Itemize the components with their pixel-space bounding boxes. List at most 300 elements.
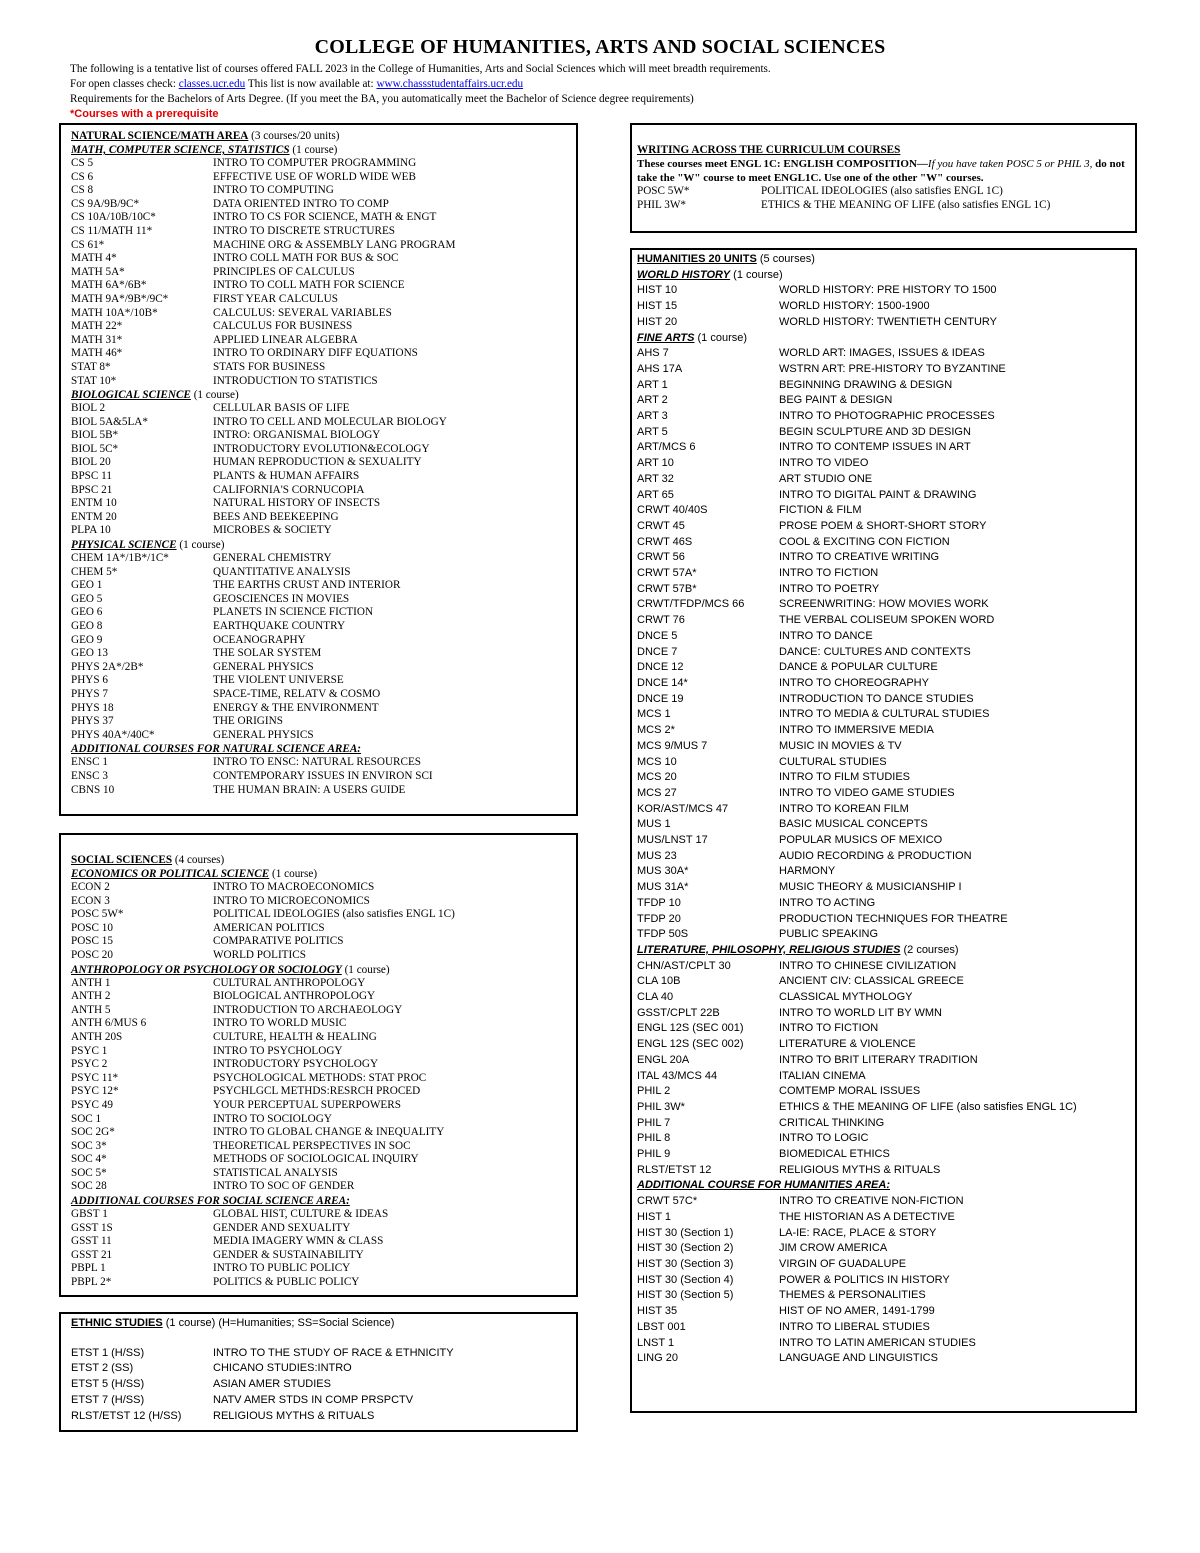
course-row	[637, 613, 1130, 629]
course-row	[71, 320, 566, 334]
subsection-heading	[71, 963, 566, 977]
course-row	[637, 1037, 1130, 1053]
course-code: MATH 6A*/6B*	[71, 279, 147, 292]
subsection-title: BIOLOGICAL SCIENCE	[71, 389, 191, 402]
course-row	[71, 347, 566, 361]
course-title: GENDER & SUSTAINABILITY	[213, 1248, 364, 1261]
subsection-note: (1 course)	[176, 539, 225, 552]
course-code: SOC 2G*	[71, 1126, 115, 1139]
course-row	[71, 990, 566, 1004]
course-title: LITERATURE & VIOLENCE	[779, 1038, 916, 1051]
course-title: QUANTITATIVE ANALYSIS	[213, 565, 351, 578]
course-row	[637, 1257, 1130, 1273]
course-title: INTRO TO CONTEMP ISSUES IN ART	[779, 441, 971, 454]
chass-link[interactable]: www.chassstudentaffairs.ucr.edu	[376, 78, 524, 90]
course-title: THEORETICAL PERSPECTIVES IN SOC	[213, 1139, 411, 1152]
course-row	[71, 1153, 566, 1167]
course-code: RLST/ETST 12	[637, 1163, 712, 1176]
course-title: WORLD HISTORY: 1500-1900	[779, 300, 930, 313]
course-code: CLA 40	[637, 991, 674, 1004]
heading-note: (1 course) (H=Humanities; SS=Social Science)	[162, 1317, 395, 1329]
course-row	[71, 1072, 566, 1086]
course-title: INTRO TO SOCIOLOGY	[213, 1112, 332, 1125]
course-title: CLASSICAL MYTHOLOGY	[779, 991, 913, 1004]
course-code: KOR/AST/MCS 47	[637, 802, 729, 815]
course-title: INTRO TO PUBLIC POLICY	[213, 1262, 351, 1275]
course-row	[71, 688, 566, 702]
course-row	[71, 375, 566, 389]
intro-line-2	[70, 77, 771, 92]
course-row	[637, 833, 1130, 849]
course-row	[637, 896, 1130, 912]
course-code: PHIL 3W*	[637, 198, 686, 211]
course-title: INTRO TO CHOREOGRAPHY	[779, 676, 929, 689]
course-code: PHYS 6	[71, 674, 108, 687]
course-title: DATA ORIENTED INTRO TO COMP	[213, 197, 389, 210]
course-title: GENERAL PHYSICS	[213, 728, 314, 741]
course-row	[637, 582, 1130, 598]
course-row	[71, 620, 566, 634]
course-code: PHIL 3W*	[637, 1100, 685, 1113]
subsection-title: FINE ARTS	[637, 331, 695, 344]
course-row	[637, 440, 1130, 456]
course-row	[71, 702, 566, 716]
course-code: PHYS 7	[71, 687, 108, 700]
course-code: ART/MCS 6	[637, 441, 696, 454]
course-title: BEG PAINT & DESIGN	[779, 394, 893, 407]
course-row	[71, 1235, 566, 1249]
course-code: CS 5	[71, 157, 94, 169]
course-code: CLA 10B	[637, 975, 681, 988]
course-code: PHIL 7	[637, 1116, 671, 1129]
course-row	[71, 1031, 566, 1045]
course-row	[71, 157, 566, 171]
social-groups	[71, 867, 566, 1290]
course-row	[637, 199, 1130, 213]
course-code: ECON 2	[71, 881, 110, 893]
course-code: CS 9A/9B/9C*	[71, 197, 140, 210]
course-code: MATH 31*	[71, 333, 123, 346]
course-title: INTRO TO WORLD LIT BY WMN	[779, 1006, 942, 1019]
course-title: INTRO TO VIDEO GAME STUDIES	[779, 786, 955, 799]
course-title: PSYCHLGCL METHDS:RESRCH PROCED	[213, 1085, 421, 1098]
course-row	[71, 1393, 566, 1409]
course-title: INTRO TO ACTING	[779, 896, 876, 909]
course-row	[637, 1116, 1130, 1132]
course-title: INTRO TO PHOTOGRAPHIC PROCESSES	[779, 410, 995, 423]
course-code: MUS 30A*	[637, 865, 689, 878]
course-code: AHS 7	[637, 347, 669, 360]
course-row	[71, 1208, 566, 1222]
course-title: NATV AMER STDS IN COMP PRSPCTV	[213, 1393, 414, 1406]
course-row	[637, 1194, 1130, 1210]
subsection-heading	[71, 538, 566, 552]
course-row	[71, 252, 566, 266]
course-row	[71, 1004, 566, 1018]
course-code: ETST 1 (H/SS)	[71, 1346, 145, 1359]
heading-text: SOCIAL SCIENCES	[71, 854, 173, 866]
course-code: HIST 30 (Section 5)	[637, 1289, 734, 1302]
course-code: LING 20	[637, 1352, 678, 1365]
heading-note: (3 courses/20 units)	[248, 130, 340, 142]
course-title: JIM CROW AMERICA	[779, 1242, 888, 1255]
course-title: THE VIOLENT UNIVERSE	[213, 674, 344, 687]
subsection-note: (1 course)	[289, 144, 338, 156]
course-row	[71, 416, 566, 430]
course-code: ART 2	[637, 394, 668, 407]
course-code: PHYS 37	[71, 715, 114, 728]
course-row	[71, 784, 566, 798]
course-title: INTRO COLL MATH FOR BUS & SOC	[213, 252, 399, 265]
course-row	[637, 1304, 1130, 1320]
subsection-heading	[71, 742, 566, 756]
course-row	[71, 1045, 566, 1059]
course-code: GSST 1S	[71, 1221, 113, 1234]
course-code: MATH 5A*	[71, 265, 125, 278]
course-code: ENSC 3	[71, 769, 108, 782]
course-row	[637, 535, 1130, 551]
prereq-note: *Courses with a prerequisite	[70, 108, 219, 120]
course-code: PSYC 11*	[71, 1071, 119, 1084]
course-title: GENERAL CHEMISTRY	[213, 552, 332, 565]
course-row	[637, 1241, 1130, 1257]
course-code: ANTH 5	[71, 1003, 111, 1016]
course-row	[637, 849, 1130, 865]
course-code: SOC 1	[71, 1112, 102, 1125]
course-row	[71, 225, 566, 239]
course-code: MUS/LNST 17	[637, 834, 708, 847]
course-row	[71, 566, 566, 580]
course-code: DNCE 5	[637, 629, 678, 642]
course-code: CS 61*	[71, 238, 105, 251]
course-row	[71, 307, 566, 321]
course-code: GEO 8	[71, 620, 103, 632]
course-row	[637, 817, 1130, 833]
course-title: BASIC MUSICAL CONCEPTS	[779, 818, 928, 831]
course-row	[71, 1249, 566, 1263]
course-title: THE EARTHS CRUST AND INTERIOR	[213, 579, 401, 592]
course-title: DANCE & POPULAR CULTURE	[779, 661, 938, 674]
subsection-heading	[71, 1194, 566, 1208]
course-row	[71, 484, 566, 498]
course-code: MCS 27	[637, 786, 677, 799]
course-row	[637, 283, 1130, 299]
course-row	[71, 456, 566, 470]
subsection-heading	[71, 388, 566, 402]
course-title: STATISTICAL ANALYSIS	[213, 1166, 338, 1179]
course-title: INTRO TO ENSC: NATURAL RESOURCES	[213, 756, 422, 769]
course-row	[637, 456, 1130, 472]
course-code: PBPL 2*	[71, 1276, 112, 1289]
course-title: INTRO TO POETRY	[779, 582, 880, 595]
course-code: ANTH 1	[71, 976, 111, 989]
course-row	[71, 402, 566, 416]
spacer	[71, 1332, 566, 1346]
course-row	[71, 949, 566, 963]
course-title: ETHICS & THE MEANING OF LIFE (also satisfies ENGL 1C)	[761, 198, 1051, 211]
course-row	[71, 1222, 566, 1236]
course-code: CRWT/TFDP/MCS 66	[637, 598, 745, 611]
heading-note: (5 courses)	[756, 253, 815, 265]
course-title: INTRODUCTION TO DANCE STUDIES	[779, 692, 974, 705]
course-row	[637, 802, 1130, 818]
course-code: MCS 10	[637, 755, 677, 768]
heading-text: ETHNIC STUDIES	[71, 1317, 163, 1329]
writing-note-bold: These courses meet ENGL 1C: ENGLISH COMPOSITION—	[637, 158, 928, 170]
course-row	[71, 647, 566, 661]
course-code: ECON 3	[71, 894, 110, 907]
course-code: CS 8	[71, 184, 94, 197]
course-title: INTRO TO MEDIA & CULTURAL STUDIES	[779, 708, 990, 721]
course-row	[71, 279, 566, 293]
course-row	[637, 1210, 1130, 1226]
course-code: ENSC 1	[71, 756, 108, 769]
course-code: CS 11/MATH 11*	[71, 224, 153, 237]
course-code: ART 10	[637, 457, 674, 470]
course-title: POLITICAL IDEOLOGIES (also satisfies ENGL 1C)	[213, 908, 455, 921]
course-row	[637, 786, 1130, 802]
course-code: LBST 001	[637, 1320, 686, 1333]
course-row	[71, 211, 566, 225]
course-row	[637, 927, 1130, 943]
course-title: INTRODUCTORY PSYCHOLOGY	[213, 1058, 379, 1071]
course-title: SPACE-TIME, RELATV & COSMO	[213, 687, 381, 700]
course-row	[71, 1140, 566, 1154]
course-title: ART STUDIO ONE	[779, 472, 873, 485]
natural-science-box	[59, 123, 578, 816]
course-code: POSC 20	[71, 948, 113, 961]
course-row	[71, 1262, 566, 1276]
course-row	[637, 1069, 1130, 1085]
course-row	[637, 707, 1130, 723]
course-code: PLPA 10	[71, 524, 111, 537]
course-row	[71, 606, 566, 620]
course-code: ENGL 12S (SEC 001)	[637, 1022, 744, 1035]
course-title: AUDIO RECORDING & PRODUCTION	[779, 849, 972, 862]
subsection-heading	[71, 143, 566, 157]
course-row	[637, 645, 1130, 661]
course-row	[637, 755, 1130, 771]
course-row	[71, 756, 566, 770]
classes-link[interactable]: classes.ucr.edu	[178, 78, 246, 90]
course-code: ART 3	[637, 410, 668, 423]
course-title: THE SOLAR SYSTEM	[213, 647, 322, 660]
course-row	[71, 593, 566, 607]
subsection-note: (1 course)	[341, 963, 390, 976]
course-code: HIST 30 (Section 4)	[637, 1273, 734, 1286]
course-row	[637, 472, 1130, 488]
course-row	[71, 1126, 566, 1140]
course-row	[71, 1167, 566, 1181]
subsection-heading	[637, 1178, 1130, 1194]
course-row	[637, 1273, 1130, 1289]
course-code: MCS 9/MUS 7	[637, 739, 708, 752]
course-row	[71, 895, 566, 909]
course-row	[71, 443, 566, 457]
course-code: GEO 6	[71, 606, 103, 619]
course-row	[71, 1409, 566, 1425]
course-title: EARTHQUAKE COUNTRY	[213, 620, 346, 632]
course-code: CRWT 56	[637, 551, 685, 564]
course-code: GEO 5	[71, 592, 103, 605]
page-title: COLLEGE OF HUMANITIES, ARTS AND SOCIAL SCIENCES	[314, 36, 886, 58]
course-title: RELIGIOUS MYTHS & RITUALS	[213, 1409, 375, 1422]
course-row	[637, 1131, 1130, 1147]
course-code: BPSC 21	[71, 483, 113, 496]
course-code: BIOL 5B*	[71, 429, 119, 442]
course-code: MATH 9A*/9B*/9C*	[71, 292, 169, 305]
course-code: ENGL 20A	[637, 1053, 690, 1066]
course-title: POWER & POLITICS IN HISTORY	[779, 1273, 950, 1286]
course-code: CHEM 1A*/1B*/1C*	[71, 552, 169, 565]
course-title: BEGIN SCULPTURE AND 3D DESIGN	[779, 425, 971, 438]
course-code: TFDP 10	[637, 896, 681, 909]
course-code: ENTM 20	[71, 510, 117, 523]
course-code: SOC 5*	[71, 1166, 107, 1179]
course-code: BIOL 20	[71, 456, 111, 469]
course-code: HIST 20	[637, 315, 678, 328]
course-code: ANTH 20S	[71, 1030, 123, 1043]
course-title: LA-IE: RACE, PLACE & STORY	[779, 1226, 937, 1239]
course-code: HIST 10	[637, 284, 678, 297]
course-row	[71, 361, 566, 375]
course-title: PRINCIPLES OF CALCULUS	[213, 265, 355, 278]
course-row	[637, 723, 1130, 739]
course-row	[71, 729, 566, 743]
course-row	[71, 1017, 566, 1031]
course-title: INTRO TO LIBERAL STUDIES	[779, 1320, 930, 1333]
course-row	[71, 497, 566, 511]
course-code: MATH 10A*/10B*	[71, 306, 158, 319]
course-row	[71, 1180, 566, 1194]
course-row	[637, 1021, 1130, 1037]
course-row	[637, 880, 1130, 896]
course-row	[71, 977, 566, 991]
course-code: PSYC 2	[71, 1058, 108, 1071]
writing-note-tail: do not take the "W" course to meet ENGL1C. Use one of the other "W" courses.	[637, 158, 1125, 184]
course-code: ART 65	[637, 488, 674, 501]
course-code: CHEM 5*	[71, 565, 118, 578]
course-row	[71, 661, 566, 675]
course-code: HIST 30 (Section 2)	[637, 1242, 734, 1255]
course-row	[637, 1163, 1130, 1179]
humanities-heading	[637, 252, 1130, 268]
subsection-note: (1 course)	[694, 331, 748, 344]
course-title: BEGINNING DRAWING & DESIGN	[779, 378, 953, 391]
subsection-title: LITERATURE, PHILOSOPHY, RELIGIOUS STUDIES	[637, 943, 901, 956]
course-title: GLOBAL HIST, CULTURE & IDEAS	[213, 1208, 389, 1221]
course-title: FIRST YEAR CALCULUS	[213, 292, 338, 305]
course-code: CRWT 57B*	[637, 582, 697, 595]
course-row	[637, 1288, 1130, 1304]
course-row	[637, 990, 1130, 1006]
subsection-title: ADDITIONAL COURSES FOR SOCIAL SCIENCE AREA:	[71, 1195, 350, 1208]
heading-text: NATURAL SCIENCE/MATH AREA	[71, 130, 249, 142]
course-row	[637, 676, 1130, 692]
course-row	[637, 488, 1130, 504]
course-title: PLANTS & HUMAN AFFAIRS	[213, 470, 360, 483]
subsection-note: (1 course)	[730, 268, 783, 281]
course-title: DANCE: CULTURES AND CONTEXTS	[779, 645, 971, 658]
course-title: MICROBES & SOCIETY	[213, 524, 332, 537]
course-title: PSYCHOLOGICAL METHODS: STAT PROC	[213, 1071, 427, 1084]
course-title: YOUR PERCEPTUAL SUPERPOWERS	[213, 1098, 401, 1111]
course-code: ART 32	[637, 472, 674, 485]
course-code: HIST 35	[637, 1305, 678, 1318]
course-title: INTRODUCTION TO ARCHAEOLOGY	[213, 1003, 403, 1016]
course-row	[71, 334, 566, 348]
course-title: WSTRN ART: PRE-HISTORY TO BYZANTINE	[779, 362, 1006, 375]
subsection-heading	[637, 268, 1130, 284]
course-title: CULTURE, HEALTH & HEALING	[213, 1030, 377, 1043]
course-code: CRWT 57A*	[637, 567, 697, 580]
course-row	[71, 266, 566, 280]
course-title: CELLULAR BASIS OF LIFE	[213, 402, 350, 415]
humanities-box	[630, 248, 1137, 1413]
subsection-title: ECONOMICS OR POLITICAL SCIENCE	[71, 868, 270, 880]
course-row	[637, 1351, 1130, 1367]
course-code: MATH 46*	[71, 347, 123, 360]
course-code: GEO 9	[71, 633, 103, 646]
course-title: INTRO TO FICTION	[779, 567, 879, 580]
course-code: ART 1	[637, 378, 668, 391]
course-code: BIOL 5A&5LA*	[71, 415, 148, 428]
course-title: EFFECTIVE USE OF WORLD WIDE WEB	[213, 170, 416, 183]
course-code: DNCE 7	[637, 645, 678, 658]
course-code: ANTH 6/MUS 6	[71, 1017, 147, 1030]
subsection-title: ANTHROPOLOGY OR PSYCHOLOGY OR SOCIOLOGY	[71, 963, 342, 976]
course-title: INTRO TO WORLD MUSIC	[213, 1017, 347, 1030]
course-code: MCS 20	[637, 771, 677, 784]
course-code: CRWT 45	[637, 519, 685, 532]
course-row	[637, 1006, 1130, 1022]
course-code: MUS 23	[637, 849, 677, 862]
course-title: OCEANOGRAPHY	[213, 633, 306, 646]
course-code: CS 10A/10B/10C*	[71, 211, 156, 224]
course-row	[71, 770, 566, 784]
writing-note	[637, 157, 1130, 185]
course-row	[637, 864, 1130, 880]
course-title: HIST OF NO AMER, 1491-1799	[779, 1305, 935, 1318]
course-row	[637, 393, 1130, 409]
course-title: INTRO TO KOREAN FILM	[779, 802, 909, 815]
course-title: ANCIENT CIV: CLASSICAL GREECE	[779, 975, 964, 988]
course-code: PHIL 8	[637, 1132, 671, 1145]
course-title: INTRO TO FICTION	[779, 1022, 879, 1035]
course-code: PHIL 9	[637, 1148, 671, 1161]
course-code: BIOL 2	[71, 402, 106, 415]
course-row	[71, 552, 566, 566]
course-code: BPSC 11	[71, 470, 112, 483]
course-code: POSC 5W*	[71, 908, 124, 921]
course-title: BIOLOGICAL ANTHROPOLOGY	[213, 990, 376, 1003]
course-row	[637, 425, 1130, 441]
course-code: GSST/CPLT 22B	[637, 1006, 720, 1019]
subsection-note: (2 courses)	[900, 943, 959, 956]
course-row	[637, 503, 1130, 519]
course-row	[71, 171, 566, 185]
course-code: POSC 5W*	[637, 185, 690, 197]
course-title: METHODS OF SOCIOLOGICAL INQUIRY	[213, 1153, 419, 1166]
course-title: INTRO TO DANCE	[779, 629, 873, 642]
course-title: INTRO TO CREATIVE WRITING	[779, 551, 940, 564]
course-code: TFDP 50S	[637, 928, 689, 941]
writing-heading	[637, 143, 1130, 157]
subsection-title: WORLD HISTORY	[637, 268, 731, 281]
course-code: MCS 2*	[637, 724, 675, 737]
course-row	[71, 935, 566, 949]
course-title: PROSE POEM & SHORT-SHORT STORY	[779, 519, 987, 532]
